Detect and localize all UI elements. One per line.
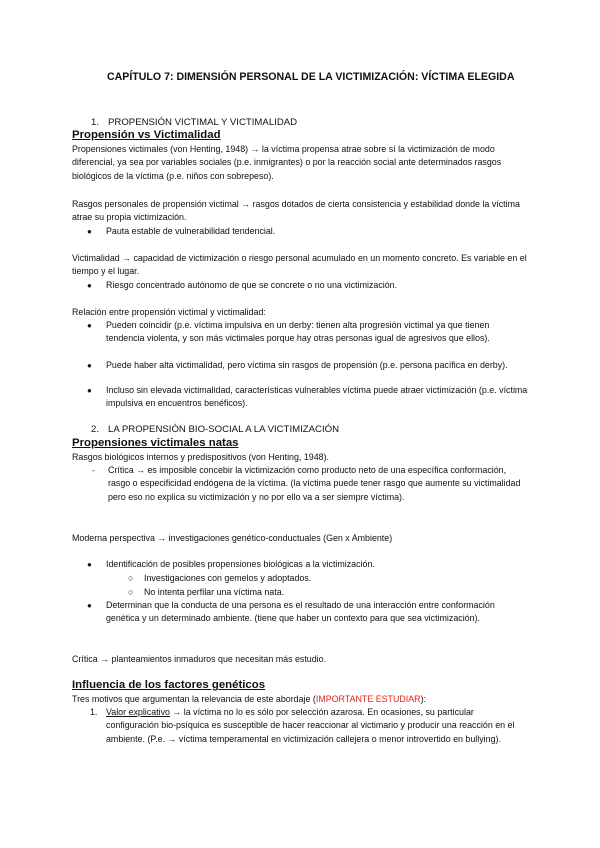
item-number: 1. [90,707,98,717]
list-item: - Crítica → es imposible concebir la victimización como producto neto de una específica conformación, rasgo o especificidad endógena de la víctima. (la víctima puede tener rasgo que aumente su victimalidad pero eso no explica su victimización y no por ello va a ser siempre víctima). [92,465,521,502]
dash-marker: - [92,466,95,475]
paragraph: Relación entre propensión victimal y victimalidad: [72,307,266,317]
subheading-propension: Propensión vs Victimalidad [72,129,221,141]
paragraph: Moderna perspectiva → investigaciones genético-conductuales (Gen x Ambiente) [72,533,393,543]
circle-marker: ○ [128,573,134,583]
paragraph: Victimalidad → capacidad de victimización o riesgo personal acumulado en un momento concreto. Es variable en el tiempo y el lugar. [72,253,527,277]
list-item: ● Pueden coincidir (p.e. víctima impulsiva en un derby: tienen alta progresión victimal ya que tienen tendencia violenta, y son más victimales porque hay otras personas igual de agresivos que ellos). [87,320,490,344]
important-note: IMPORTANTE ESTUDIAR [315,694,421,704]
list-item: ● Riesgo concentrado autónomo de que se concrete o no una victimización. [90,279,528,292]
section-title: LA PROPENSIÓN BIO-SOCIAL A LA VICTIMIZACIÓN [108,424,340,435]
bullet-marker: ● [87,560,92,569]
list-item: ● Identificación de posibles propensiones biológicas a la victimización. [90,558,528,571]
list-item: ● Incluso sin elevada victimalidad, características vulnerables víctima puede atraer victimización (p.e. víctima impulsiva en encuentros benéficos). [87,385,528,409]
bullet-marker: ● [87,281,92,290]
sub-list-item: ○ No intenta perfilar una víctima nata. [128,586,528,599]
section-number: 2. [91,424,100,435]
term-label: Valor explicativo [106,707,170,717]
paragraph: Rasgos biológicos internos y predispositivos (von Henting, 1948). [72,452,330,462]
section-number: 1. [91,117,100,128]
paragraph: Propensiones victimales (von Henting, 1948) → la víctima propensa atrae sobre sí la victimización de modo diferencial, ya sea por variables sociales (p.e. inmigrantes) o por la reacción social ante determinados rasgos biológicos de la víctima (p.e. niños con sobrepeso). [72,144,502,181]
paragraph: Crítica → planteamientos inmaduros que necesitan más estudio. [72,654,327,664]
list-item: ● Puede haber alta victimalidad, pero víctima sin rasgos de propensión (p.e. persona pacífica en derby). [90,359,528,372]
circle-marker: ○ [128,587,134,597]
list-item: ● Determinan que la conducta de una persona es el resultado de una interacción entre conformación genética y un determinado ambiente. (tiene que haber un contexto para que sea victimización). [87,600,495,624]
numbered-item: 1. Valor explicativo → la víctima no lo es sólo por selección azarosa. En ocasiones, su particular configuración bio-psíquica es susceptible de hacer reaccionar al victimario y producir una reacción en el ambiente. (P.e. → víctima temperamental en victimización callejera o menor introvertido en bullying). [90,707,515,744]
bullet-marker: ● [87,321,92,330]
section-2-heading [91,423,339,436]
bullet-marker: ● [87,601,92,610]
chapter-title: CAPÍTULO 7: DIMENSIÓN PERSONAL DE LA VICTIMIZACIÓN: VÍCTIMA ELEGIDA [107,71,515,83]
section-title: PROPENSIÓN VICTIMAL Y VICTIMALIDAD [108,117,298,128]
sub-list-item: ○ Investigaciones con gemelos y adoptados. [128,572,528,585]
list-item: ● Pauta estable de vulnerabilidad tendencial. [90,225,528,238]
bullet-marker: ● [87,227,92,236]
subheading-factores-geneticos: Influencia de los factores genéticos [72,679,266,691]
bullet-marker: ● [87,361,92,370]
subheading-natas: Propensiones victimales natas [72,437,239,449]
bullet-marker: ● [87,386,92,395]
paragraph: Tres motivos que argumentan la relevancia de este abordaje (IMPORTANTE ESTUDIAR): [72,694,426,704]
paragraph: Rasgos personales de propensión victimal → rasgos dotados de cierta consistencia y estabilidad donde la víctima atrae su propia victimización. [72,199,520,223]
